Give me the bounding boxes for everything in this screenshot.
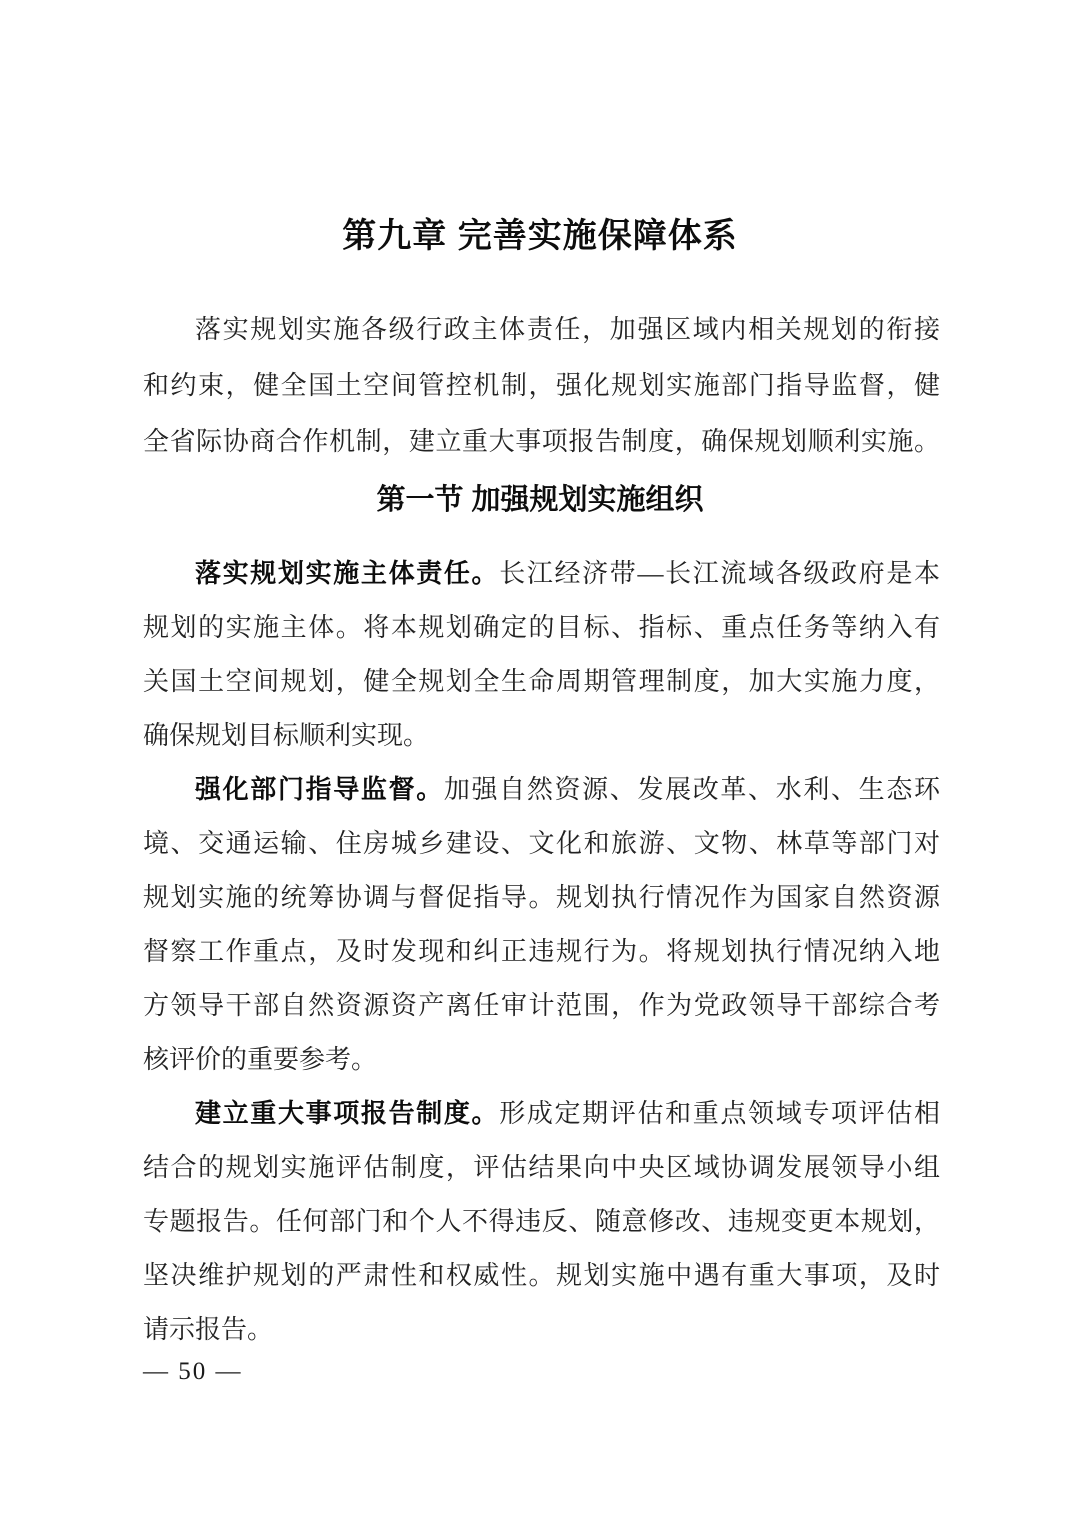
- paragraph-3-first-rest: 形成定期评估和重点领域专项评估相: [499, 1099, 940, 1128]
- paragraph-2-line-3: 规划实施的统筹协调与督促指导。规划执行情况作为国家自然资源: [143, 883, 940, 912]
- paragraph-2-lead: 强化部门指导监督。: [195, 775, 444, 804]
- paragraph-1-last-line: 确保规划目标顺利实现。: [143, 721, 430, 750]
- paragraph-3-lead: 建立重大事项报告制度。: [195, 1099, 500, 1128]
- paragraph-2-first-rest: 加强自然资源、发展改革、水利、生态环: [443, 775, 940, 804]
- paragraph-1-lead: 落实规划实施主体责任。: [195, 559, 500, 588]
- paragraph-3-first-line: [143, 1087, 940, 1141]
- body-paragraphs: [143, 547, 940, 1357]
- page-number: — 50 —: [143, 1358, 243, 1385]
- paragraph-3-line-4: 坚决维护规划的严肃性和权威性。规划实施中遇有重大事项，及时: [143, 1261, 940, 1290]
- paragraph-2-first-line: [143, 763, 940, 817]
- paragraph-1-line-2: 规划的实施主体。将本规划确定的目标、指标、重点任务等纳入有: [143, 613, 940, 642]
- paragraph-1-first-rest: 长江经济带—长江流域各级政府是本: [499, 559, 940, 588]
- paragraph-2-line-2: 境、交通运输、住房城乡建设、文化和旅游、文物、林草等部门对: [143, 829, 940, 858]
- section-title: 第一节 加强规划实施组织: [376, 484, 704, 516]
- paragraph-3-line-2: 结合的规划实施评估制度，评估结果向中央区域协调发展领导小组: [143, 1153, 940, 1182]
- paragraph-1-line-3: 关国土空间规划，健全规划全生命周期管理制度，加大实施力度，: [143, 667, 940, 696]
- intro-line-3: 全省际协商合作机制，建立重大事项报告制度，确保规划顺利实施。: [143, 427, 940, 456]
- paragraph-1-first-line: [143, 547, 940, 601]
- paragraph-3-last-line: 请示报告。: [143, 1315, 274, 1344]
- intro-paragraph: [143, 302, 940, 470]
- paragraph-2-line-4: 督察工作重点，及时发现和纠正违规行为。将规划执行情况纳入地: [143, 937, 940, 966]
- chapter-title: 第九章 完善实施保障体系: [342, 217, 738, 255]
- paragraph-2-line-5: 方领导干部自然资源资产离任审计范围，作为党政领导干部综合考: [143, 991, 940, 1020]
- intro-line-2: 和约束，健全国土空间管控机制，强化规划实施部门指导监督，健: [143, 371, 940, 400]
- intro-line-1: 落实规划实施各级行政主体责任，加强区域内相关规划的衔接: [195, 315, 940, 344]
- paragraph-3-line-3: 专题报告。任何部门和个人不得违反、随意修改、违规变更本规划，: [143, 1207, 940, 1236]
- paragraph-2-last-line: 核评价的重要参考。: [143, 1045, 378, 1074]
